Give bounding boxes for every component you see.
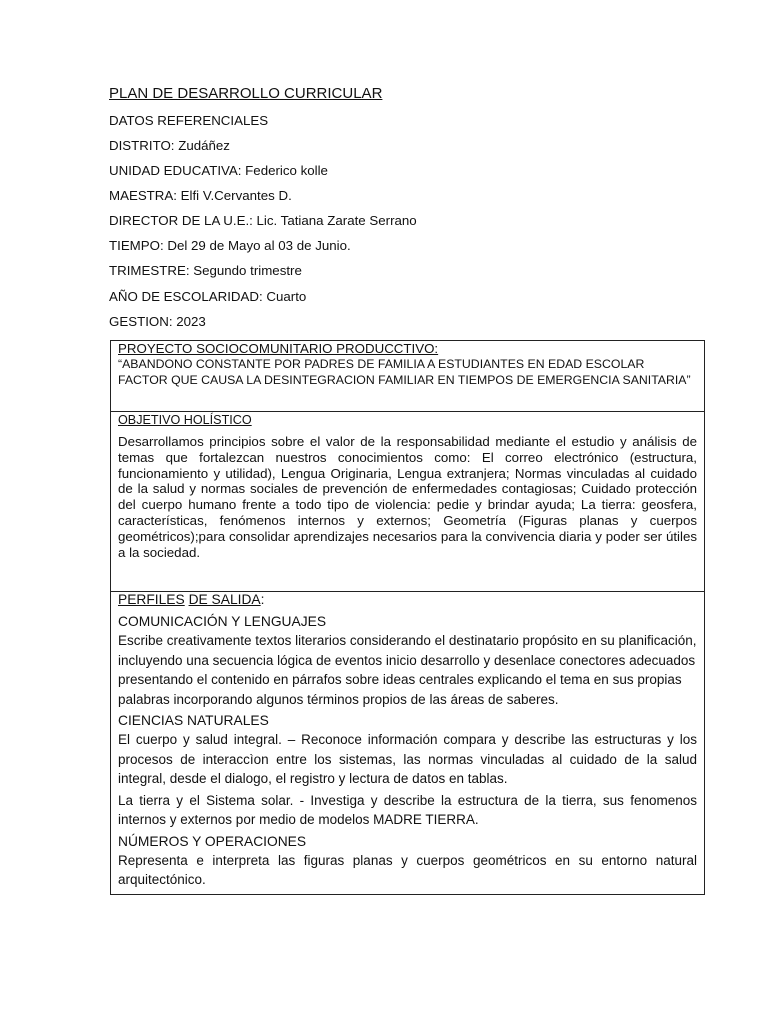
ano-escolaridad: AÑO DE ESCOLARIDAD: Cuarto — [109, 289, 307, 304]
ciencias-text-2: La tierra y el Sistema solar. - Investiga y describe la estructura de la tierra, sus fenomenos internos y externos por medio de modelos MADRE TIERRA. — [118, 792, 697, 827]
proyecto-heading: PROYECTO SOCIOCOMUNITARIO PRODUCCTIVO: — [118, 341, 439, 356]
document-title: PLAN DE DESARROLLO CURRICULAR — [109, 85, 383, 102]
unidad-educativa: UNIDAD EDUCATIVA: Federico kolle — [109, 163, 328, 178]
numeros-text: Representa e interpreta las figuras planas y cuerpos geométricos en su entorno natural arquitectónico. — [118, 852, 697, 887]
numeros-heading: NÚMEROS Y OPERACIONES — [118, 833, 307, 849]
plan-table — [110, 340, 705, 895]
comunicacion-text: Escribe creativamente textos literarios considerando el destinatario propósito en su planificación, incluyendo una secuencia lógica de eventos inicio desarrollo y desenlace conectores adecuados presentando el contenido en párrafos sobre ideas centrales explicando el tema en sus propias palabras incorporando algunos términos propios de las áreas de saberes. — [118, 633, 697, 707]
director: DIRECTOR DE LA U.E.: Lic. Tatiana Zarate Serrano — [109, 213, 417, 228]
objetivo-text: Desarrollamos principios sobre el valor de la responsabilidad mediante el estudio y análisis de temas que fortalezcan nuestros conocimientos como: El correo electrónico (estructura, funcionamiento y utilidad), Lengua Originaria, Lengua extranjera; Normas vinculadas al cuidado de la salud y normas sociales de prevención de enfermedades contagiosas; Cuidado protección del cuerpo humano frente a todo tipo de violencia: pedie y brindar ayuda; La tierra: geosfera, características, fenómenos internos y externos; Geometría (Figuras planas y cuerpos geométricos);para consolidar aprendizajes necesarios para la convivencia diaria y poder ser útiles a la sociedad. — [118, 434, 697, 560]
ciencias-heading: CIENCIAS NATURALES — [118, 713, 269, 728]
proyecto-section — [111, 341, 704, 412]
objetivo-section — [111, 412, 704, 592]
perfiles-section — [111, 592, 704, 894]
comunicacion-heading: COMUNICACIÓN Y LENGUAJES — [118, 614, 327, 629]
ciencias-text-1: El cuerpo y salud integral. – Reconoce información compara y describe las estructuras y los procesos de interaccìon entre los sistemas, las normas vinculadas al cuidado de la salud integral, desde el dialogo, el registro y lectura de datos en tablas. — [118, 732, 697, 786]
datos-referenciales: DATOS REFERENCIALES — [109, 113, 269, 128]
distrito: DISTRITO: Zudáñez — [109, 138, 230, 153]
perfiles-heading: PERFILES DE SALIDA: — [118, 592, 265, 607]
maestra: MAESTRA: Elfi V.Cervantes D. — [109, 188, 292, 203]
trimestre: TRIMESTRE: Segundo trimestre — [109, 263, 302, 278]
gestion: GESTION: 2023 — [109, 314, 206, 329]
tiempo: TIEMPO: Del 29 de Mayo al 03 de Junio. — [109, 238, 351, 253]
objetivo-heading: OBJETIVO HOLÍSTICO — [118, 413, 252, 427]
proyecto-text: “ABANDONO CONSTANTE POR PADRES DE FAMILIA A ESTUDIANTES EN EDAD ESCOLAR FACTOR QUE CAUSA LA DESINTEGRACION FAMILIAR EN TIEMPOS DE EMERGENCIA SANITARIA” — [118, 357, 691, 387]
